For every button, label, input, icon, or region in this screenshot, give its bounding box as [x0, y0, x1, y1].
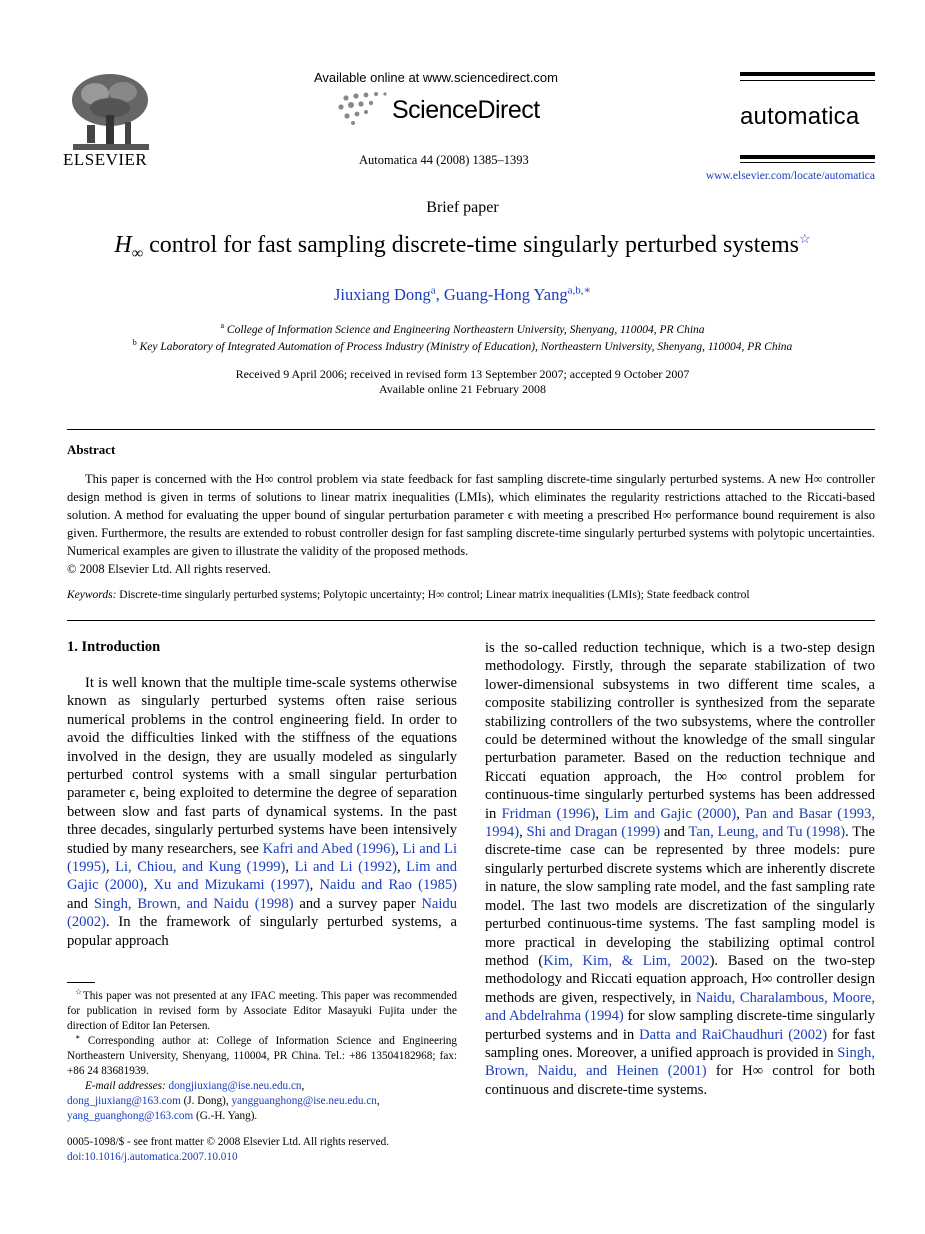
- elsevier-tree-icon: [65, 70, 155, 155]
- sciencedirect-wordmark: ScienceDirect: [392, 96, 540, 124]
- abstract-rule-top: [67, 429, 875, 430]
- journal-reference: Automatica 44 (2008) 1385–1393: [359, 153, 529, 167]
- journal-rule-bottom-thin: [740, 162, 875, 163]
- elsevier-wordmark: ELSEVIER: [63, 150, 148, 169]
- email-link[interactable]: yang_guanghong@163.com: [67, 1110, 194, 1122]
- ref-link[interactable]: Shi and Dragan (1999): [526, 824, 661, 841]
- journal-url-link[interactable]: www.elsevier.com/locate/automatica: [705, 170, 875, 182]
- footnotes: [67, 989, 457, 1124]
- ref-link[interactable]: Li and Li (1992): [294, 859, 397, 876]
- ref-link[interactable]: Tan, Leung, and Tu (1998): [688, 824, 846, 841]
- email-link[interactable]: dong_jiuxiang@163.com: [67, 1095, 181, 1107]
- email-link[interactable]: yangguanghong@ise.neu.edu.cn: [231, 1095, 377, 1107]
- title-footnote-mark[interactable]: ☆: [798, 231, 811, 246]
- keywords: Keywords: Discrete-time singularly perturbed systems; Polytopic uncertainty; H∞ control; Linear matrix inequalities (LMIs); State feedback control: [67, 589, 750, 601]
- ref-link[interactable]: Fridman (1996): [501, 805, 596, 822]
- received-dates: Received 9 April 2006; received in revised form 13 September 2007; accepted 9 October 2007: [235, 367, 690, 381]
- affiliation-b: $^b$ Key Laboratory of Integrated Automation of Process Industry (Ministry of Education), Northeastern University, Shenyang, 110004, PR China: [132, 338, 793, 353]
- intro-left-column: [67, 674, 457, 950]
- email-link[interactable]: dongjiuxiang@ise.neu.edu.cn: [168, 1080, 302, 1092]
- ref-link[interactable]: Singh, Brown, Naidu, and Heinen (2001): [485, 1044, 875, 1080]
- abstract-text: This paper is concerned with the H∞ control problem via state feedback for fast sampling discrete-time singularly perturbed systems. A new H∞ controller design method is given in terms of solutions to linear matrix inequalities (LMIs), which eliminates the regularity restrictions attached to the Riccati-based solution. A method for evaluating the upper bound of singular perturbation parameter ϵ with meeting a prescribed H∞ performance bound requirement is also given. Furthermore, the results are extended to robust controller design for fast sampling discrete-time singularly perturbed systems with polytopic uncertainties. Numerical examples are given to illustrate the validity of the proposed methods. © 2008 Elsevier Ltd. All rights reserved.: [67, 472, 875, 576]
- available-date: Available online 21 February 2008: [378, 382, 547, 396]
- footnote-star: ☆This paper was not presented at any IFAC meeting. This paper was recommended for publication in revised form by Associate Editor Masayuki Fujita under the direction of Editor Ian Petersen.: [67, 987, 458, 1032]
- ref-link[interactable]: Xu and Mizukami (1997): [153, 877, 310, 894]
- footnote-corresponding: ∗ Corresponding author at: College of Information Science and Engineering Northeastern University, Shenyang, 110004, PR China. Tel.: +86 13504182968; fax: +86 24 83681939.: [67, 1032, 457, 1077]
- ref-link[interactable]: Kim, Kim, & Lim, 2002: [543, 952, 710, 969]
- ref-link[interactable]: Pan and Basar (1993, 1994): [485, 805, 875, 841]
- intro-paragraph-1: It is well known that the multiple time-scale systems otherwise known as singularly perturbed systems often raise serious numerical problems in the control engineering field. In order to avoid the difficulties linked with the stiffness of the equations involved in the design, they are usually modeled as singularly perturbed control systems with a small singular perturbation parameter ϵ, being exploited to determine the degree of separation between slow and fast parts of dynamical systems. In the past three decades, singularly perturbed systems have been intensively studied by many researchers, see Kafri and Abed (1996), Li and Li (1995), Li, Chiou, and Kung (1999), Li and Li (1992), Lim and Gajic (2000), Xu and Mizukami (1997), Naidu and Rao (1985) and Singh, Brown, and Naidu (1998) and a survey paper Naidu (2002). In the framework of singularly perturbed systems, a popular approach: [67, 675, 458, 949]
- ref-link[interactable]: Naidu (2002): [67, 895, 457, 931]
- ref-link[interactable]: Singh, Brown, and Naidu (1998): [93, 895, 294, 912]
- footnote-rule: [67, 982, 95, 983]
- journal-rule-bottom: [740, 155, 875, 159]
- paper-type: Brief paper: [426, 199, 499, 216]
- section-heading-introduction: 1. Introduction: [67, 639, 161, 655]
- abstract-rule-bottom: [67, 620, 875, 621]
- doi-link[interactable]: doi:10.1016/j.automatica.2007.10.010: [67, 1151, 238, 1163]
- paper-title: $H_\infty$ control for fast sampling discrete-time singularly perturbed systems☆: [114, 231, 811, 262]
- journal-name: automatica: [740, 103, 860, 130]
- journal-rule-top: [740, 72, 875, 76]
- intro-right-column: [485, 639, 875, 1099]
- available-online: Available online at www.sciencedirect.com: [314, 70, 558, 85]
- ref-link[interactable]: Lim and Gajic (2000): [604, 805, 737, 822]
- ref-link[interactable]: Kafri and Abed (1996): [262, 840, 396, 857]
- author-yang-link[interactable]: Guang-Hong Yang: [443, 285, 568, 304]
- ref-link[interactable]: Datta and RaiChaudhuri (2002): [639, 1026, 828, 1043]
- ref-link[interactable]: Naidu, Charalambous, Moore, and Abdelrahma (1994): [485, 989, 875, 1025]
- sciencedirect-dots-icon: [336, 90, 394, 126]
- sciencedirect-logo: [336, 90, 566, 130]
- journal-rule-thin: [740, 80, 875, 81]
- ref-link[interactable]: Li and Li (1995): [67, 840, 457, 876]
- issn-line: 0005-1098/$ - see front matter © 2008 Elsevier Ltd. All rights reserved.: [67, 1136, 389, 1148]
- authors: Jiuxiang Dong$^a$, Guang-Hong Yang$^{a,b,∗}$: [334, 284, 591, 304]
- ref-link[interactable]: Naidu and Rao (1985): [319, 877, 458, 894]
- ref-link[interactable]: Lim and Gajic (2000): [67, 859, 458, 894]
- affiliation-a: $^a$ College of Information Science and Engineering Northeastern University, Shenyang, 110004, PR China: [220, 321, 705, 336]
- footnote-emails: E-mail addresses: dongjiuxiang@ise.neu.edu.cn, dong_jiuxiang@163.com (J. Dong), yangguanghong@ise.neu.edu.cn, yang_guanghong@163.com (G.-H. Yang).: [67, 1080, 380, 1122]
- abstract-heading: Abstract: [67, 442, 116, 457]
- elsevier-logo: [60, 70, 160, 170]
- intro-paragraph-1-continued: is the so-called reduction technique, which is a two-step design methodology. Firstly, through the separate stabilization of two lower-dimensional subsystems in two different time scales, a composite stabilizing controller is synthesized from the separate stabilizing controllers of the two subsystems, where the controller could be determined without the knowledge of the small singular perturbation parameter. Based on the reduction technique and Riccati equation approach, the H∞ control problem for continuous-time singularly perturbed systems has been addressed in Fridman (1996), Lim and Gajic (2000), Pan and Basar (1993, 1994), Shi and Dragan (1999) and Tan, Leung, and Tu (1998). The discrete-time case can be represented by three models: pure singularly perturbed discrete systems which are inherently discrete in nature, the slow sampling rate model, and the fast sampling rate model. The last two models are discretization of the singularly perturbed continuous-time systems. The fast sampling model is more practical in developing the stabilizing optimal control method (Kim, Kim, & Lim, 2002). Based on the two-step methodology and Riccati equation approach, H∞ controller design methods are given, respectively, in Naidu, Charalambous, Moore, and Abdelrahma (1994) for slow sampling discrete-time singularly perturbed systems and in Datta and RaiChaudhuri (2002) for fast sampling ones. Moreover, a unified approach is provided in Singh, Brown, Naidu, and Heinen (2001) for H∞ control for both continuous and discrete-time systems.: [485, 640, 875, 1098]
- author-dong-link[interactable]: Jiuxiang Dong: [334, 285, 431, 304]
- ref-link[interactable]: Li, Chiou, and Kung (1999): [115, 859, 286, 876]
